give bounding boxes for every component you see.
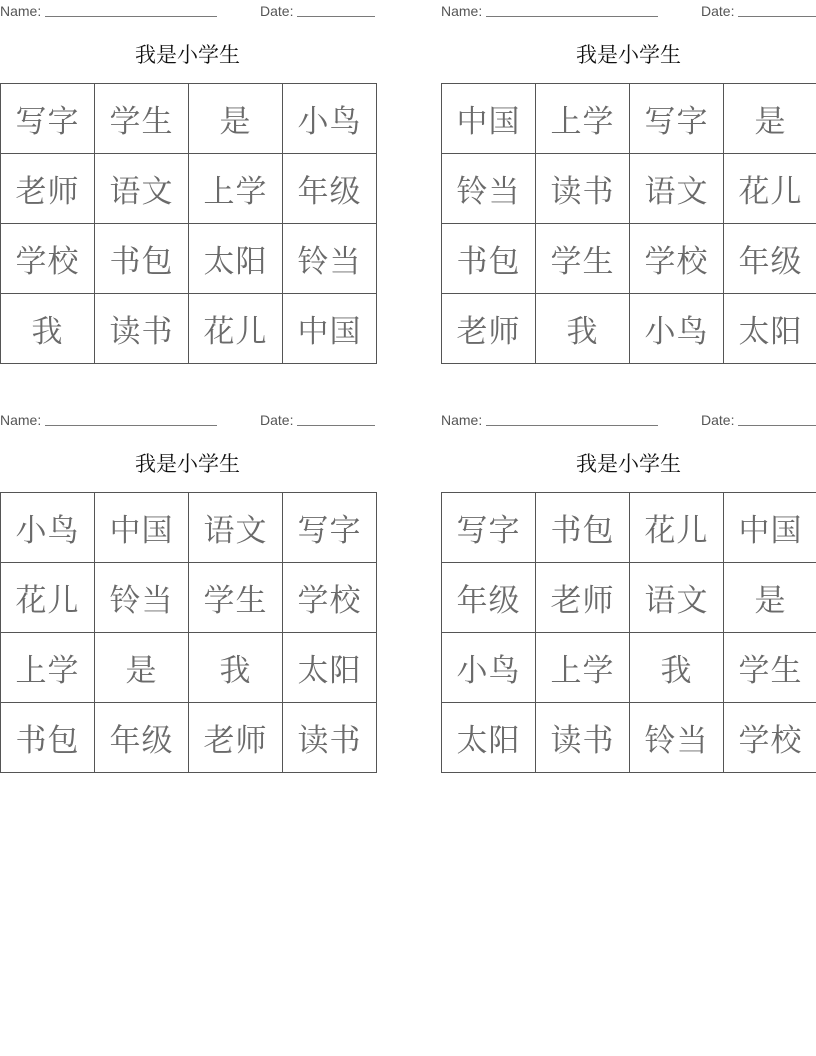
card-title: 我是小学生 <box>576 452 681 476</box>
bingo-grid <box>0 492 377 773</box>
bingo-grid <box>441 492 816 773</box>
grid-cell: 语文 <box>630 154 724 224</box>
grid-cell: 太阳 <box>442 703 536 773</box>
grid-cell: 书包 <box>95 224 189 294</box>
grid-cell: 花儿 <box>724 154 816 224</box>
date-field-line <box>297 16 375 17</box>
grid-row <box>1 493 377 563</box>
grid-cell: 学校 <box>724 703 816 773</box>
grid-row <box>442 493 816 563</box>
grid-cell: 语文 <box>630 563 724 633</box>
grid-cell: 花儿 <box>189 294 283 364</box>
date-field-line <box>297 425 375 426</box>
grid-cell: 读书 <box>95 294 189 364</box>
grid-cell: 写字 <box>283 493 377 563</box>
grid-cell: 是 <box>724 563 816 633</box>
grid-cell: 学生 <box>95 84 189 154</box>
bingo-card-1 <box>0 0 375 380</box>
grid-cell: 花儿 <box>630 493 724 563</box>
grid-cell: 小鸟 <box>283 84 377 154</box>
grid-cell: 读书 <box>536 703 630 773</box>
grid-cell: 小鸟 <box>442 633 536 703</box>
grid-row <box>442 154 816 224</box>
grid-cell: 上学 <box>189 154 283 224</box>
grid-cell: 花儿 <box>1 563 95 633</box>
grid-cell: 写字 <box>1 84 95 154</box>
grid-cell: 中国 <box>442 84 536 154</box>
grid-row <box>442 84 816 154</box>
card-title: 我是小学生 <box>576 43 681 67</box>
grid-row <box>1 84 377 154</box>
card-header <box>0 3 375 19</box>
bingo-card-2 <box>441 0 816 380</box>
bingo-card-3 <box>0 409 375 789</box>
grid-row <box>1 294 377 364</box>
grid-cell: 书包 <box>536 493 630 563</box>
name-label: Name: <box>0 3 42 19</box>
grid-cell: 年级 <box>95 703 189 773</box>
grid-cell: 语文 <box>95 154 189 224</box>
bingo-card-4 <box>441 409 816 789</box>
grid-cell: 写字 <box>630 84 724 154</box>
grid-cell: 上学 <box>536 84 630 154</box>
grid-cell: 中国 <box>283 294 377 364</box>
grid-cell: 学校 <box>1 224 95 294</box>
grid-cell: 年级 <box>724 224 816 294</box>
card-header <box>441 3 816 19</box>
grid-row <box>1 154 377 224</box>
grid-cell: 太阳 <box>189 224 283 294</box>
grid-cell: 老师 <box>442 294 536 364</box>
date-label: Date: <box>260 3 294 19</box>
name-label: Name: <box>441 412 483 428</box>
grid-cell: 铃当 <box>283 224 377 294</box>
grid-row <box>442 294 816 364</box>
date-field-line <box>738 425 816 426</box>
grid-cell: 小鸟 <box>630 294 724 364</box>
grid-cell: 太阳 <box>283 633 377 703</box>
grid-cell: 读书 <box>283 703 377 773</box>
grid-cell: 年级 <box>442 563 536 633</box>
grid-cell: 学生 <box>536 224 630 294</box>
grid-cell: 书包 <box>1 703 95 773</box>
grid-row <box>1 633 377 703</box>
grid-cell: 是 <box>95 633 189 703</box>
card-header <box>441 412 816 428</box>
grid-cell: 读书 <box>536 154 630 224</box>
bingo-grid <box>0 83 377 364</box>
date-label: Date: <box>701 412 735 428</box>
name-label: Name: <box>441 3 483 19</box>
grid-cell: 小鸟 <box>1 493 95 563</box>
grid-row <box>1 563 377 633</box>
grid-cell: 太阳 <box>724 294 816 364</box>
card-header <box>0 412 375 428</box>
grid-row <box>442 703 816 773</box>
date-label: Date: <box>260 412 294 428</box>
name-field-line <box>486 16 658 17</box>
date-label: Date: <box>701 3 735 19</box>
grid-cell: 语文 <box>189 493 283 563</box>
grid-cell: 学生 <box>724 633 816 703</box>
grid-cell: 铃当 <box>630 703 724 773</box>
grid-cell: 书包 <box>442 224 536 294</box>
grid-cell: 是 <box>189 84 283 154</box>
grid-cell: 我 <box>630 633 724 703</box>
grid-cell: 写字 <box>442 493 536 563</box>
grid-cell: 老师 <box>1 154 95 224</box>
grid-cell: 年级 <box>283 154 377 224</box>
grid-cell: 上学 <box>536 633 630 703</box>
card-title: 我是小学生 <box>135 43 240 67</box>
card-title: 我是小学生 <box>135 452 240 476</box>
grid-cell: 学生 <box>189 563 283 633</box>
grid-cell: 铃当 <box>442 154 536 224</box>
grid-cell: 老师 <box>189 703 283 773</box>
name-field-line <box>486 425 658 426</box>
grid-cell: 铃当 <box>95 563 189 633</box>
grid-row <box>442 224 816 294</box>
grid-row <box>442 563 816 633</box>
grid-cell: 是 <box>724 84 816 154</box>
name-field-line <box>45 16 217 17</box>
grid-row <box>1 703 377 773</box>
grid-cell: 学校 <box>283 563 377 633</box>
name-label: Name: <box>0 412 42 428</box>
bingo-grid <box>441 83 816 364</box>
grid-row <box>1 224 377 294</box>
grid-cell: 中国 <box>724 493 816 563</box>
grid-cell: 我 <box>536 294 630 364</box>
grid-cell: 我 <box>189 633 283 703</box>
grid-row <box>442 633 816 703</box>
name-field-line <box>45 425 217 426</box>
grid-cell: 学校 <box>630 224 724 294</box>
grid-cell: 上学 <box>1 633 95 703</box>
grid-cell: 我 <box>1 294 95 364</box>
grid-cell: 老师 <box>536 563 630 633</box>
date-field-line <box>738 16 816 17</box>
grid-cell: 中国 <box>95 493 189 563</box>
